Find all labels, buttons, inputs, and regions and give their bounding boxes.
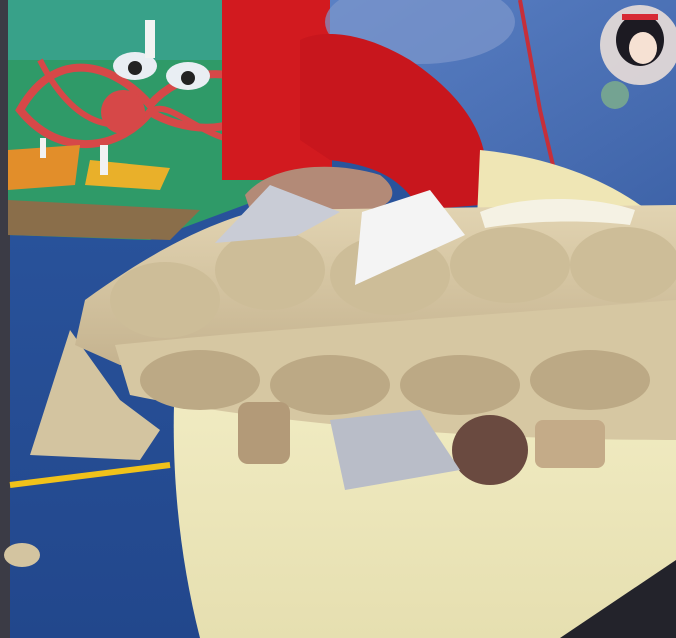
carton-scrap	[4, 543, 40, 567]
